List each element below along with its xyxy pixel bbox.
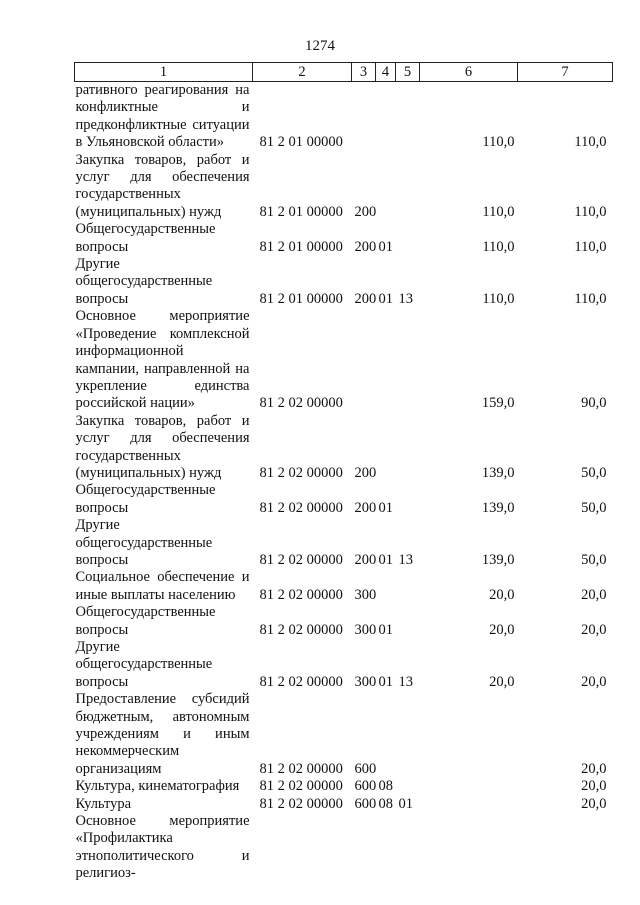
row-col-3: 200 <box>354 203 377 220</box>
table-row <box>75 796 613 813</box>
row-code: 81 2 02 00000 <box>259 778 343 795</box>
row-col-4: 01 <box>378 621 393 638</box>
row-col-5: 01 <box>398 795 413 812</box>
row-col-5: 13 <box>398 551 413 568</box>
row-col-3: 300 <box>354 673 377 690</box>
row-name: Другие общегосударственные вопросы <box>75 639 213 690</box>
row-name: ративного реагирования на конфликтные и предконфликтные ситуации в Ульяновской области» <box>75 82 250 151</box>
row-name: Основное мероприятие «Проведение комплексной информационной кампании, направленной на укрепление единства российской нации» <box>75 308 250 412</box>
header-col-7: 7 <box>518 63 613 82</box>
row-code: 81 2 02 00000 <box>259 673 343 690</box>
row-value-7: 110,0 <box>574 238 607 255</box>
row-col-3: 300 <box>354 621 377 638</box>
table-row <box>75 639 613 691</box>
row-col-4: 01 <box>378 238 393 255</box>
header-col-6: 6 <box>420 63 518 82</box>
row-col-5 <box>396 82 420 152</box>
row-value-7: 20,0 <box>581 586 607 603</box>
row-value-6 <box>420 691 518 778</box>
row-code: 81 2 01 00000 <box>259 134 343 151</box>
row-code: 81 2 02 00000 <box>259 464 343 481</box>
row-code: 81 2 02 00000 <box>259 795 343 812</box>
row-name: Общегосударственные вопросы <box>75 221 216 255</box>
table-row <box>75 813 613 883</box>
row-col-4 <box>376 413 396 483</box>
header-col-2: 2 <box>253 63 352 82</box>
row-name: Другие общегосударственные вопросы <box>75 256 213 307</box>
row-value-6: 110,0 <box>482 203 515 220</box>
table-body <box>75 82 613 883</box>
header-col-1: 1 <box>75 63 253 82</box>
row-col-4 <box>376 308 396 412</box>
row-value-7: 50,0 <box>581 551 607 568</box>
row-value-7: 20,0 <box>581 673 607 690</box>
header-row <box>75 63 613 82</box>
table-row <box>75 413 613 483</box>
row-value-6: 20,0 <box>489 621 515 638</box>
row-value-7: 20,0 <box>581 795 607 812</box>
row-name: Закупка товаров, работ и услуг для обеспечения государственных (муниципальных) нужд <box>75 151 250 220</box>
table-row <box>75 482 613 517</box>
row-value-6: 139,0 <box>481 499 515 516</box>
row-value-7: 90,0 <box>581 395 607 412</box>
row-value-7 <box>518 813 613 883</box>
row-col-3: 300 <box>354 586 377 603</box>
row-col-4: 01 <box>378 290 393 307</box>
table-row <box>75 517 613 569</box>
row-col-4: 01 <box>378 499 393 516</box>
row-col-5 <box>396 482 420 517</box>
header-col-4: 4 <box>376 63 396 82</box>
row-name: Общегосударственные вопросы <box>75 604 216 638</box>
row-col-3: 600 <box>354 760 377 777</box>
row-value-6: 159,0 <box>481 395 515 412</box>
row-value-7: 110,0 <box>574 203 607 220</box>
row-value-6: 139,0 <box>481 551 515 568</box>
header-col-5: 5 <box>396 63 420 82</box>
table-row <box>75 569 613 604</box>
table-row <box>75 308 613 412</box>
row-code: 81 2 02 00000 <box>259 586 343 603</box>
row-col-5 <box>396 221 420 256</box>
header-col-3: 3 <box>352 63 376 82</box>
row-value-7: 110,0 <box>574 134 607 151</box>
row-value-7: 20,0 <box>581 760 607 777</box>
row-code: 81 2 02 00000 <box>259 551 343 568</box>
budget-table <box>74 62 613 883</box>
row-name: Предоставление субсидий бюджетным, автономным учреждениям и иным некоммерческим организациям <box>75 691 250 777</box>
row-col-3: 600 <box>354 778 377 795</box>
row-col-5 <box>396 413 420 483</box>
row-col-3: 200 <box>354 464 377 481</box>
row-name: Общегосударственные вопросы <box>75 482 216 516</box>
row-col-4: 08 <box>378 795 393 812</box>
table-row <box>75 604 613 639</box>
row-col-5 <box>396 778 420 795</box>
row-col-3: 200 <box>354 551 377 568</box>
table-row <box>75 691 613 778</box>
row-col-5 <box>396 152 420 222</box>
row-col-4 <box>376 82 396 152</box>
table-row <box>75 221 613 256</box>
row-value-6 <box>420 778 518 795</box>
row-col-4: 01 <box>378 551 393 568</box>
page-number: 1274 <box>305 38 335 54</box>
table-header <box>75 63 613 82</box>
table-row <box>75 82 613 152</box>
row-code: 81 2 02 00000 <box>259 395 343 412</box>
row-value-6 <box>420 813 518 883</box>
row-col-3 <box>352 308 376 412</box>
row-code: 81 2 02 00000 <box>259 499 343 516</box>
row-col-3: 200 <box>354 290 377 307</box>
row-col-4: 01 <box>378 673 393 690</box>
row-col-4: 08 <box>378 778 393 795</box>
row-code: 81 2 01 00000 <box>259 290 343 307</box>
row-name: Основное мероприятие «Профилактика этнополитического и религиоз- <box>75 813 250 882</box>
row-col-5: 13 <box>398 290 413 307</box>
row-name: Социальное обеспечение и иные выплаты населению <box>75 569 250 603</box>
table-row <box>75 152 613 222</box>
row-name: Другие общегосударственные вопросы <box>75 517 213 568</box>
row-value-7: 110,0 <box>574 290 607 307</box>
row-col-3: 600 <box>354 795 377 812</box>
row-value-6: 20,0 <box>489 586 515 603</box>
row-name: Закупка товаров, работ и услуг для обеспечения государственных (муниципальных) нужд <box>75 412 250 481</box>
row-value-7: 50,0 <box>581 464 607 481</box>
row-col-4 <box>376 691 396 778</box>
row-col-4 <box>376 569 396 604</box>
row-col-3: 200 <box>354 238 377 255</box>
row-col-5 <box>396 813 420 883</box>
table-row <box>75 778 613 795</box>
row-code: 81 2 01 00000 <box>259 203 343 220</box>
row-value-6: 110,0 <box>482 290 515 307</box>
row-value-6: 110,0 <box>482 238 515 255</box>
row-col-5: 13 <box>398 673 413 690</box>
row-value-6: 110,0 <box>482 134 515 151</box>
row-col-5 <box>396 308 420 412</box>
row-value-6: 20,0 <box>489 673 515 690</box>
row-value-7: 20,0 <box>581 621 607 638</box>
row-col-3 <box>352 813 376 883</box>
row-col-5 <box>396 604 420 639</box>
row-col-5 <box>396 569 420 604</box>
row-col-4 <box>376 813 396 883</box>
row-code <box>253 813 352 883</box>
table-row <box>75 256 613 308</box>
row-value-6 <box>420 796 518 813</box>
row-col-4 <box>376 152 396 222</box>
row-name: Культура, кинематография <box>75 778 240 795</box>
row-value-7: 20,0 <box>581 778 607 795</box>
row-code: 81 2 02 00000 <box>259 621 343 638</box>
row-name: Культура <box>75 795 132 812</box>
row-code: 81 2 01 00000 <box>259 238 343 255</box>
row-col-3 <box>352 82 376 152</box>
row-value-7: 50,0 <box>581 499 607 516</box>
row-col-3: 200 <box>354 499 377 516</box>
row-code: 81 2 02 00000 <box>259 760 343 777</box>
row-value-6: 139,0 <box>481 464 515 481</box>
row-col-5 <box>396 691 420 778</box>
